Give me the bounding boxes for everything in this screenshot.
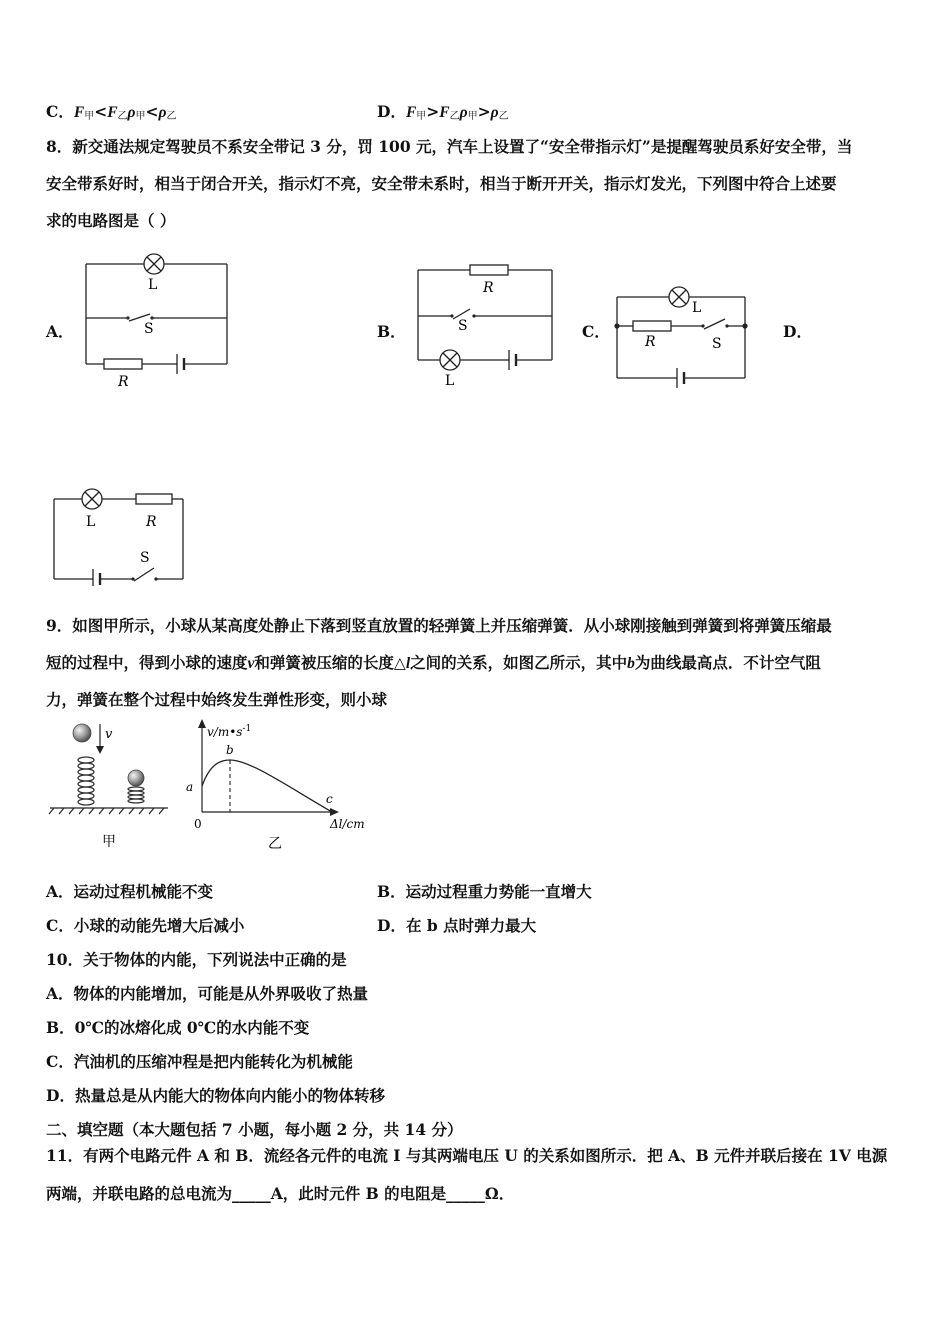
- v-label: v: [105, 727, 113, 742]
- q8-circuit-a: [80, 250, 240, 390]
- q8-circuit-b: [412, 258, 562, 390]
- point-a-label: a: [186, 780, 194, 794]
- lamp-label: L: [86, 514, 96, 530]
- q9-option-d: D．在 b 点时弹力最大: [377, 916, 537, 935]
- x-axis-label: Δl/cm: [330, 817, 365, 831]
- switch-label: S: [458, 318, 468, 334]
- switch-label: S: [712, 336, 722, 352]
- resistor-label: R: [118, 374, 129, 390]
- resistor-label: R: [483, 280, 494, 296]
- point-c-label: c: [326, 792, 333, 806]
- switch-label: S: [144, 321, 154, 337]
- ball-icon: [73, 724, 91, 742]
- section-heading: 二、填空题（本大题包括 7 小题，每小题 2 分，共 14 分）: [46, 1120, 463, 1139]
- spring-icon: [78, 757, 94, 805]
- q9-option-a: A．运动过程机械能不变: [46, 882, 214, 901]
- origin-label: 0: [194, 817, 202, 831]
- q7-option-d: D．$F_甲>F_乙\rho_甲>\rho_乙$: [377, 102, 509, 122]
- q9-figure-yi-graph: [182, 716, 377, 856]
- q11-stem-line-1: 11．有两个电路元件 A 和 B．流经各元件的电流 I 与其两端电压 U 的关系如图所示．把 A、B 元件并联后接在 1V 电源: [46, 1146, 888, 1165]
- q8-label-b: B．: [377, 322, 406, 341]
- lamp-label: L: [148, 277, 158, 293]
- resistor-label: R: [146, 514, 157, 530]
- ball-icon: [128, 770, 144, 786]
- q8-stem-line-3: 求的电路图是（ ）: [46, 211, 176, 230]
- q11-stem-line-2: 两端，并联电路的总电流为_____A，此时元件 B 的电阻是_____Ω．: [46, 1184, 515, 1203]
- q9-stem-line-1: 9．如图甲所示，小球从某高度处静止下落到竖直放置的轻弹簧上并压缩弹簧．从小球刚接触到弹簧到将弹簧压缩最: [46, 616, 832, 635]
- q9-option-b: B．运动过程重力势能一直增大: [377, 882, 592, 901]
- compressed-spring-icon: [128, 787, 144, 803]
- q10-option-a: A．物体的内能增加，可能是从外界吸收了热量: [46, 984, 369, 1003]
- q8-circuit-c: [607, 282, 757, 392]
- q10-stem: 10．关于物体的内能，下列说法中正确的是: [46, 950, 347, 969]
- q8-label-a: A．: [46, 322, 74, 341]
- lamp-label: L: [692, 300, 702, 316]
- q8-label-c: C．: [582, 322, 610, 341]
- figure-yi-caption: 乙: [268, 836, 282, 852]
- q8-circuit-d: [48, 484, 193, 586]
- velocity-curve: [202, 760, 332, 812]
- q8-label-d: D．: [783, 322, 812, 341]
- resistor-label: R: [645, 334, 656, 350]
- q10-option-b: B．0℃的冰熔化成 0℃的水内能不变: [46, 1018, 310, 1037]
- q9-stem-line-2: 短的过程中，得到小球的速度v和弹簧被压缩的长度△l之间的关系，如图乙所示，其中b为曲线最高点．不计空气阻: [46, 653, 821, 672]
- q9-figure-jia: [44, 716, 174, 856]
- q10-option-d: D．热量总是从内能大的物体向内能小的物体转移: [46, 1086, 385, 1105]
- q9-option-c: C．小球的动能先增大后减小: [46, 916, 245, 935]
- q10-option-c: C．汽油机的压缩冲程是把内能转化为机械能: [46, 1052, 353, 1071]
- point-b-label: b: [226, 743, 234, 757]
- q8-stem-line-2: 安全带系好时，相当于闭合开关，指示灯不亮，安全带未系时，相当于断开开关，指示灯发光，下列图中符合上述要: [46, 174, 837, 193]
- y-axis-label: $v/m•s^{-1}$: [207, 724, 252, 739]
- figure-jia-caption: 甲: [102, 834, 116, 850]
- y-axis-arrow-icon: [198, 719, 206, 728]
- ground-icon: [49, 808, 168, 814]
- q7-option-c: C．$F_甲<F_乙\rho_甲<\rho_乙$: [46, 102, 177, 122]
- velocity-arrow-icon: [96, 724, 104, 754]
- q8-stem-line-1: 8．新交通法规定驾驶员不系安全带记 3 分，罚 100 元，汽车上设置了“安全带指示灯”是提醒驾驶员系好安全带，当: [46, 137, 853, 156]
- lamp-label: L: [445, 373, 455, 389]
- switch-label: S: [140, 550, 150, 566]
- q9-stem-line-3: 力，弹簧在整个过程中始终发生弹性形变，则小球: [46, 690, 388, 709]
